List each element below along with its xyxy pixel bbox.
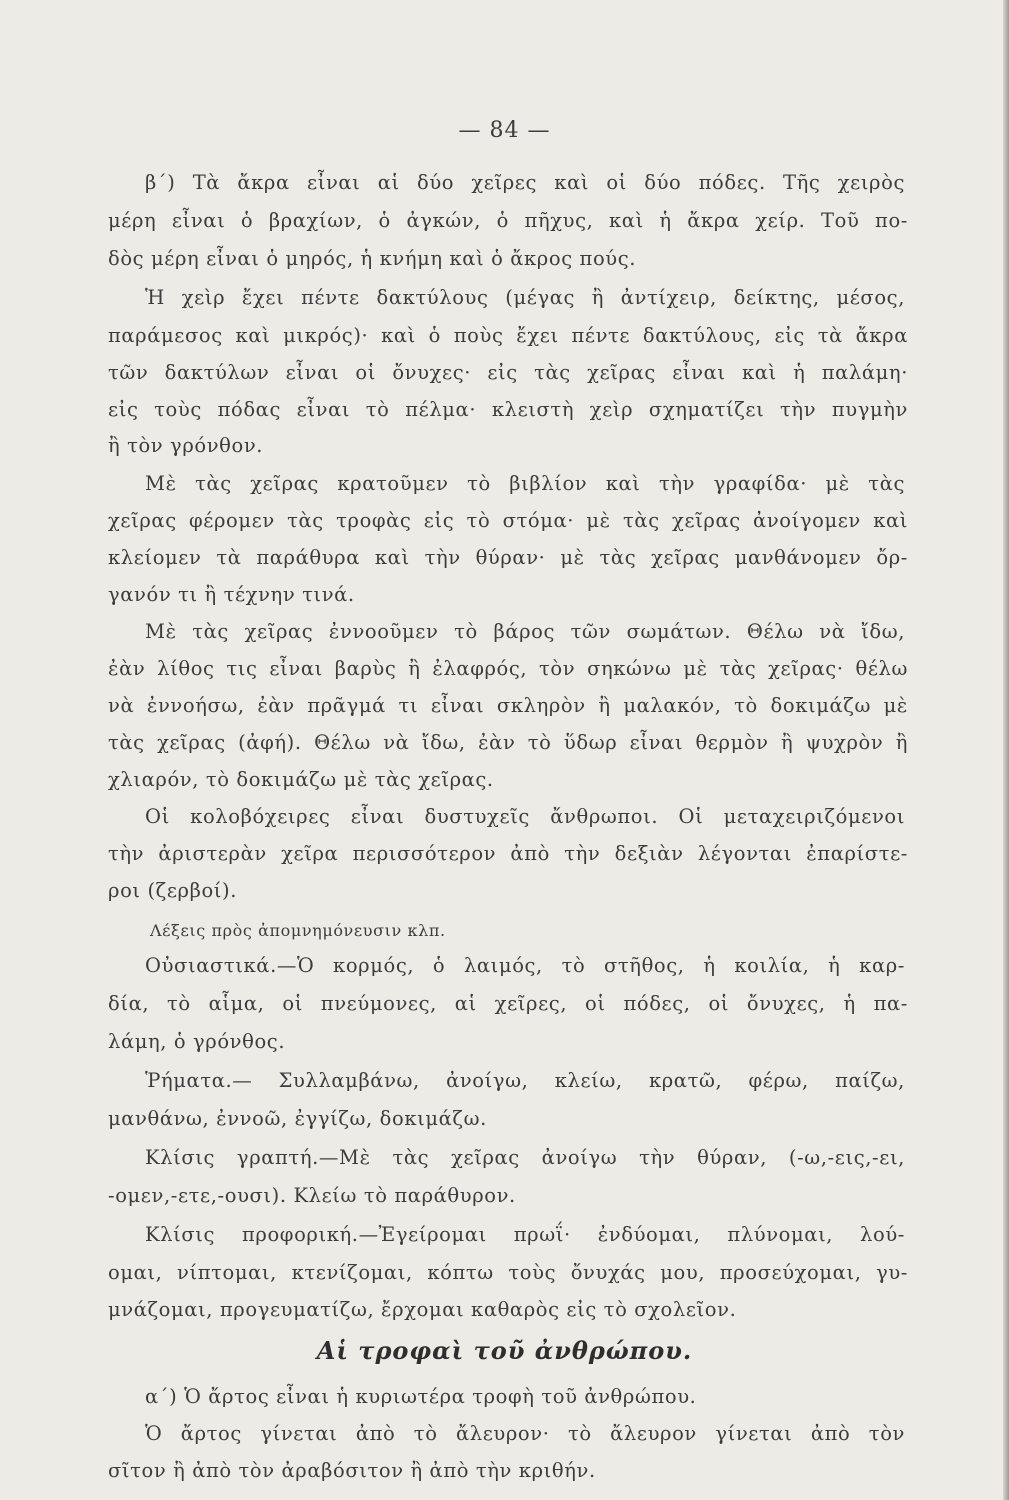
text-line: τὴν ἀριστερὰν χεῖρα περισσότερον ἀπὸ τὴν δεξιὰν λέγονται ἐπαρίστε-: [108, 842, 908, 865]
text-line: α΄) Ὁ ἄρτος εἶναι ἡ κυριωτέρα τροφὴ τοῦ ἀνθρώπου.: [145, 1385, 697, 1408]
text-line: β΄) Τὰ ἄκρα εἶναι αἱ δύο χεῖρες καὶ οἱ δύο πόδες. Τῆς χειρὸς: [145, 171, 905, 194]
text-line: δία, τὸ αἷμα, οἱ πνεύμονες, αἱ χεῖρες, οἱ πόδες, οἱ ὄνυχες, ἡ πα-: [108, 992, 908, 1015]
text-line: Οὐσιαστικά.—Ὁ κορμός, ὁ λαιμός, τὸ στῆθος, ἡ κοιλία, ἡ καρ-: [145, 954, 905, 977]
text-line: γανόν τι ἢ τέχνην τινά.: [108, 583, 355, 606]
text-line: λάμη, ὁ γρόνθος.: [108, 1030, 286, 1053]
text-line: μέρη εἶναι ὁ βραχίων, ὁ ἀγκών, ὁ πῆχυς, καὶ ἡ ἄκρα χείρ. Τοῦ πο-: [108, 209, 908, 232]
section-heading: Αἱ τροφαὶ τοῦ ἀνθρώπου.: [316, 1336, 693, 1365]
text-line: Οἱ κολοβόχειρες εἶναι δυστυχεῖς ἄνθρωποι. Οἱ μεταχειριζόμενοι: [145, 805, 905, 828]
text-line: μανθάνω, ἐννοῶ, ἐγγίζω, δοκιμάζω.: [108, 1107, 487, 1130]
text-line: ροι (ζερβοί).: [108, 879, 238, 902]
text-line: Μὲ τὰς χεῖρας ἐννοοῦμεν τὸ βάρος τῶν σωμάτων. Θέλω νὰ ἴδω,: [145, 620, 905, 643]
text-line: χλιαρόν, τὸ δοκιμάζω μὲ τὰς χεῖρας.: [108, 768, 494, 791]
text-line: ἐὰν λίθος τις εἶναι βαρὺς ἢ ἐλαφρός, τὸν σηκώνω μὲ τὰς χεῖρας· θέλω: [108, 657, 908, 680]
text-line: -ομεν,-ετε,-ουσι). Κλείω τὸ παράθυρον.: [108, 1184, 516, 1207]
text-line: μνάζομαι, προγευματίζω, ἔρχομαι καθαρὸς εἰς τὸ σχολεῖον.: [108, 1298, 737, 1321]
text-line: εἰς τοὺς πόδας εἶναι τὸ πέλμα· κλειστὴ χεὶρ σχηματίζει τὴν πυγμὴν: [108, 398, 908, 421]
text-line: Κλίσις γραπτή.—Μὲ τὰς χεῖρας ἀνοίγω τὴν θύραν, (-ω,-εις,-ει,: [145, 1146, 905, 1169]
text-line: χεῖρας φέρομεν τὰς τροφὰς εἰς τὸ στόμα· μὲ τὰς χεῖρας ἀνοίγομεν καὶ: [108, 509, 908, 532]
text-line: Μὲ τὰς χεῖρας κρατοῦμεν τὸ βιβλίον καὶ τὴν γραφίδα· μὲ τὰς: [145, 472, 905, 495]
text-line: παράμεσος καὶ μικρός)· καὶ ὁ ποὺς ἔχει πέντε δακτύλους, εἰς τὰ ἄκρα: [108, 324, 908, 347]
section-subheading: Λέξεις πρὸς ἀπομνημόνευσιν κλπ.: [150, 921, 446, 940]
text-line: νὰ ἐννοήσω, ἐὰν πρᾶγμά τι εἶναι σκληρὸν ἢ μαλακόν, τὸ δοκιμάζω μὲ: [108, 694, 908, 717]
text-line: δὸς μέρη εἶναι ὁ μηρός, ἡ κνήμη καὶ ὁ ἄκρος πούς.: [108, 247, 637, 270]
page-number: — 84 —: [458, 118, 551, 143]
text-line: ομαι, νίπτομαι, κτενίζομαι, κόπτω τοὺς ὄνυχάς μου, προσεύχομαι, γυ-: [108, 1261, 908, 1284]
text-line: Ἡ χεὶρ ἔχει πέντε δακτύλους (μέγας ἢ ἀντίχειρ, δείκτης, μέσος,: [145, 286, 905, 309]
text-line: τῶν δακτύλων εἶναι οἱ ὄνυχες· εἰς τὰς χεῖρας εἶναι καὶ ἡ παλάμη·: [108, 361, 908, 384]
text-line: Κλίσις προφορική.—Ἐγείρομαι πρωΐ· ἐνδύομαι, πλύνομαι, λού-: [145, 1223, 905, 1246]
text-line: τὰς χεῖρας (ἀφή). Θέλω νὰ ἴδω, ἐὰν τὸ ὕδωρ εἶναι θερμὸν ἢ ψυχρὸν ἢ: [108, 731, 908, 754]
text-line: ἢ τὸν γρόνθον.: [108, 434, 264, 457]
text-line: κλείομεν τὰ παράθυρα καὶ τὴν θύραν· μὲ τὰς χεῖρας μανθάνομεν ὄρ-: [108, 546, 908, 569]
text-line: Ῥήματα.— Συλλαμβάνω, ἀνοίγω, κλείω, κρατῶ, φέρω, παίζω,: [145, 1069, 905, 1092]
text-line: σῖτον ἢ ἀπὸ τὸν ἀραβόσιτον ἢ ἀπὸ τὴν κριθήν.: [108, 1459, 596, 1482]
page-edge-shadow: [1003, 0, 1009, 1500]
text-line: Ὁ ἄρτος γίνεται ἀπὸ τὸ ἄλευρον· τὸ ἄλευρον γίνεται ἀπὸ τὸν: [145, 1422, 905, 1445]
